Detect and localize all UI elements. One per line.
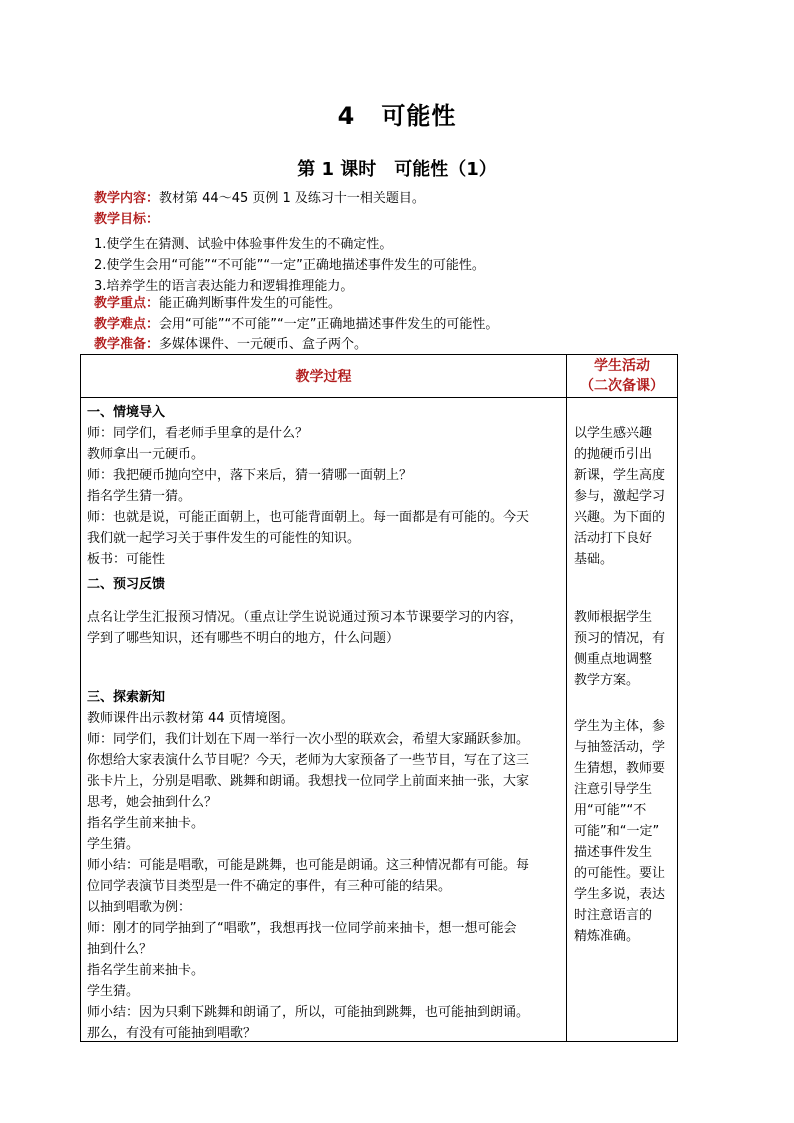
process-line: 点名让学生汇报预习情况。（重点让学生说说通过预习本节课要学习的内容，	[87, 610, 523, 625]
activity-line: 用“可能”“不	[574, 803, 647, 818]
process-line: 板书：可能性	[87, 552, 166, 567]
activity-line: 注意引导学生	[574, 782, 653, 797]
header-student-activity-line2: （二次备课）	[580, 378, 664, 394]
activity-line: 的抛硬币引出	[574, 447, 653, 462]
teaching-difficulty-text: 会用“可能”“不可能”“一定”正确地描述事件发生的可能性。	[159, 317, 499, 332]
teaching-content-text: 教材第 44～45 页例 1 及练习十一相关题目。	[159, 191, 425, 206]
process-line: 学生猜。	[87, 837, 140, 852]
teaching-preparation-label: 教学准备：	[94, 337, 160, 352]
activity-line: 侧重点地调整	[574, 652, 653, 667]
activity-line: 可能”和“一定”	[574, 824, 660, 839]
process-line: 教师拿出一元硬币。	[87, 447, 205, 462]
activity-line: 基础。	[574, 552, 614, 567]
activity-line: 生猜想，教师要	[574, 761, 666, 776]
process-line: 教师课件出示教材第 44 页情境图。	[87, 711, 294, 726]
process-line: 位同学表演节目类型是一件不确定的事件，有三种可能的结果。	[87, 879, 452, 894]
process-line: 学生猜。	[87, 984, 140, 999]
activity-line: 时注意语言的	[574, 908, 653, 923]
process-line: 师：同学们，我们计划在下周一举行一次小型的联欢会，希望大家踊跃参加。	[87, 732, 530, 747]
teaching-difficulty	[94, 314, 498, 335]
lesson-title	[0, 96, 794, 131]
process-line: 指名学生前来抽卡。	[87, 963, 205, 978]
process-line: 张卡片上，分别是唱歌、跳舞和朗诵。我想找一位同学上前面来抽一张，大家	[87, 774, 530, 789]
teaching-preparation-text: 多媒体课件、一元硬币、盒子两个。	[159, 337, 368, 352]
process-line: 学到了哪些知识，还有哪些不明白的地方，什么问题）	[87, 631, 400, 646]
section-heading: 二、预习反馈	[87, 577, 166, 592]
activity-line: 学生为主体，参	[574, 719, 666, 734]
process-line: 那么，有没有可能抽到唱歌？	[87, 1026, 257, 1041]
activity-line: 活动打下良好	[574, 531, 653, 546]
teaching-process-cell	[81, 398, 567, 1042]
activity-line: 教师根据学生	[574, 610, 653, 625]
activity-line: 新课，学生高度	[574, 468, 666, 483]
teaching-plan-table	[80, 354, 678, 1042]
activity-line: 精炼准确。	[574, 929, 640, 944]
activity-line: 的可能性。要让	[574, 866, 666, 881]
teaching-content	[94, 188, 425, 209]
process-line: 以抽到唱歌为例：	[87, 900, 192, 915]
process-line: 师小结：可能是唱歌，可能是跳舞，也可能是朗诵。这三种情况都有可能。每	[87, 858, 530, 873]
teaching-preparation	[94, 334, 367, 355]
process-line: 师：同学们，看老师手里拿的是什么？	[87, 426, 309, 441]
teaching-difficulty-label: 教学难点：	[94, 317, 160, 332]
process-line: 思考，她会抽到什么？	[87, 795, 218, 810]
process-line: 我们就一起学习关于事件发生的可能性的知识。	[87, 531, 361, 546]
header-student-activity-line1: 学生活动	[594, 358, 650, 374]
goal-item: 2.使学生会用“可能”“不可能”“一定”正确地描述事件发生的可能性。	[94, 258, 485, 273]
process-line: 师：也就是说，可能正面朝上，也可能背面朝上。每一面都是有可能的。今天	[87, 510, 530, 525]
process-line: 你想给大家表演什么节目呢？今天，老师为大家预备了一些节目，写在了这三	[87, 753, 530, 768]
activity-line: 描述事件发生	[574, 845, 653, 860]
teaching-key-label: 教学重点：	[94, 296, 160, 311]
header-teaching-process: 教学过程	[81, 355, 567, 398]
lesson-number: 4	[337, 102, 356, 130]
lesson-subtitle: 第 1 课时 可能性（1）	[297, 159, 497, 180]
lesson-title-text: 可能性	[381, 102, 457, 130]
activity-line: 兴趣。为下面的	[574, 510, 666, 525]
activity-line: 参与，激起学习	[574, 489, 666, 504]
teaching-goals-heading	[94, 209, 159, 230]
student-activity-cell	[567, 398, 678, 1042]
activity-line: 以学生感兴趣	[574, 426, 653, 441]
section-heading: 一、情境导入	[87, 405, 166, 420]
activity-line: 与抽签活动，学	[574, 740, 666, 755]
process-line: 指名学生前来抽卡。	[87, 816, 205, 831]
process-line: 师小结：因为只剩下跳舞和朗诵了，所以，可能抽到跳舞，也可能抽到朗诵。	[87, 1005, 530, 1020]
process-line: 师：我把硬币抛向空中，落下来后，猜一猜哪一面朝上？	[87, 468, 413, 483]
process-line: 指名学生猜一猜。	[87, 489, 192, 504]
teaching-goals-label: 教学目标：	[94, 212, 160, 227]
header-student-activity	[567, 355, 678, 398]
process-line: 师：刚才的同学抽到了“唱歌”，我想再找一位同学前来抽卡，想一想可能会	[87, 921, 517, 936]
goal-item: 1.使学生在猜测、试验中体验事件发生的不确定性。	[94, 237, 393, 252]
goal-item: 3.培养学生的语言表达能力和逻辑推理能力。	[94, 279, 354, 294]
teaching-key-point	[94, 293, 341, 314]
teaching-content-label: 教学内容：	[94, 191, 160, 206]
activity-line: 学生多说，表达	[574, 887, 666, 902]
process-line: 抽到什么？	[87, 942, 153, 957]
section-heading: 三、探索新知	[87, 690, 166, 705]
activity-line: 教学方案。	[574, 673, 640, 688]
teaching-key-text: 能正确判断事件发生的可能性。	[159, 296, 342, 311]
activity-line: 预习的情况，有	[574, 631, 666, 646]
